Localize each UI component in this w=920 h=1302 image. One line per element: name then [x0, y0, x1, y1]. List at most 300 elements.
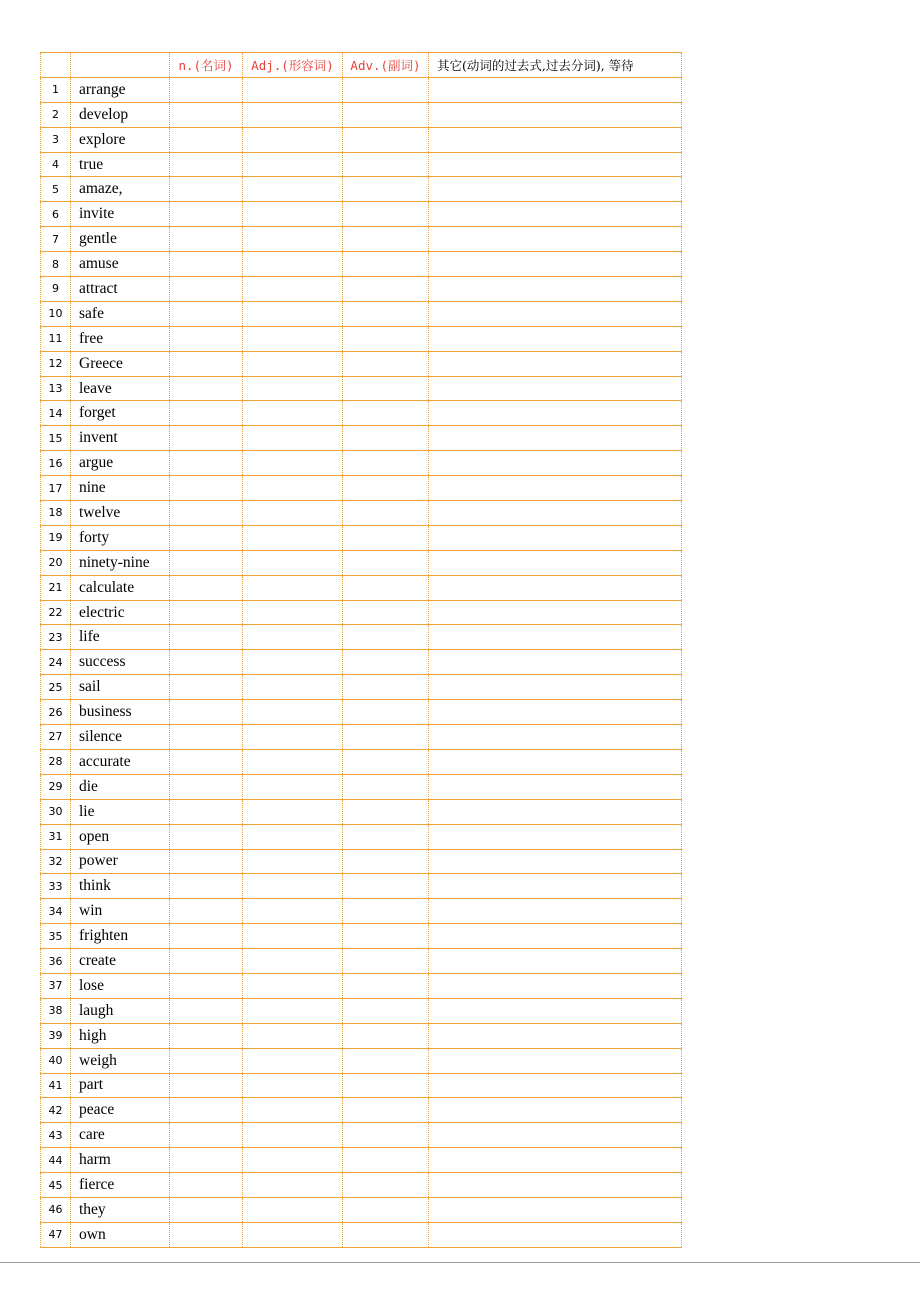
- row-adjective-cell[interactable]: [243, 874, 343, 899]
- row-noun-cell[interactable]: [170, 749, 243, 774]
- row-other-cell[interactable]: [429, 1123, 682, 1148]
- row-word: business: [71, 700, 170, 725]
- table-row: [41, 152, 682, 177]
- table-row: [41, 949, 682, 974]
- row-word: amuse: [71, 252, 170, 277]
- row-number: 34: [41, 899, 71, 924]
- table-row: [41, 451, 682, 476]
- row-number: 43: [41, 1123, 71, 1148]
- row-noun-cell[interactable]: [170, 476, 243, 501]
- row-adjective-cell[interactable]: [243, 575, 343, 600]
- row-number: 39: [41, 1023, 71, 1048]
- table-row: [41, 177, 682, 202]
- row-noun-cell[interactable]: [170, 326, 243, 351]
- row-word: argue: [71, 451, 170, 476]
- row-noun-cell[interactable]: [170, 899, 243, 924]
- table-row: [41, 77, 682, 102]
- row-adverb-cell[interactable]: [343, 525, 429, 550]
- row-adjective-cell[interactable]: [243, 973, 343, 998]
- table-row: [41, 1023, 682, 1048]
- row-adverb-cell[interactable]: [343, 550, 429, 575]
- row-adverb-cell[interactable]: [343, 1197, 429, 1222]
- row-adjective-cell[interactable]: [243, 376, 343, 401]
- row-noun-cell[interactable]: [170, 1148, 243, 1173]
- table-row: [41, 700, 682, 725]
- table-row: [41, 799, 682, 824]
- row-adjective-cell[interactable]: [243, 426, 343, 451]
- row-word: invent: [71, 426, 170, 451]
- row-number: 7: [41, 227, 71, 252]
- row-adverb-cell[interactable]: [343, 326, 429, 351]
- row-adverb-cell[interactable]: [343, 77, 429, 102]
- row-noun-cell[interactable]: [170, 874, 243, 899]
- row-adjective-cell[interactable]: [243, 77, 343, 102]
- table-row: [41, 227, 682, 252]
- row-number: 10: [41, 301, 71, 326]
- row-number: 26: [41, 700, 71, 725]
- row-word: high: [71, 1023, 170, 1048]
- row-number: 29: [41, 774, 71, 799]
- row-other-cell[interactable]: [429, 202, 682, 227]
- row-other-cell[interactable]: [429, 77, 682, 102]
- row-other-cell[interactable]: [429, 824, 682, 849]
- row-word: true: [71, 152, 170, 177]
- row-adverb-cell[interactable]: [343, 998, 429, 1023]
- row-noun-cell[interactable]: [170, 102, 243, 127]
- row-other-cell[interactable]: [429, 749, 682, 774]
- row-number: 42: [41, 1098, 71, 1123]
- row-adverb-cell[interactable]: [343, 650, 429, 675]
- row-noun-cell[interactable]: [170, 849, 243, 874]
- row-adverb-cell[interactable]: [343, 1222, 429, 1247]
- row-adjective-cell[interactable]: [243, 277, 343, 302]
- row-adverb-cell[interactable]: [343, 1048, 429, 1073]
- table-row: [41, 1123, 682, 1148]
- row-word: die: [71, 774, 170, 799]
- row-word: peace: [71, 1098, 170, 1123]
- row-other-cell[interactable]: [429, 874, 682, 899]
- row-word: harm: [71, 1148, 170, 1173]
- row-number: 28: [41, 749, 71, 774]
- row-other-cell[interactable]: [429, 550, 682, 575]
- row-adverb-cell[interactable]: [343, 102, 429, 127]
- row-adverb-cell[interactable]: [343, 351, 429, 376]
- row-word: care: [71, 1123, 170, 1148]
- row-noun-cell[interactable]: [170, 575, 243, 600]
- row-word: electric: [71, 600, 170, 625]
- row-adverb-cell[interactable]: [343, 301, 429, 326]
- row-number: 19: [41, 525, 71, 550]
- row-number: 45: [41, 1173, 71, 1198]
- row-adverb-cell[interactable]: [343, 675, 429, 700]
- row-adverb-cell[interactable]: [343, 152, 429, 177]
- row-other-cell[interactable]: [429, 725, 682, 750]
- row-adverb-cell[interactable]: [343, 252, 429, 277]
- table-row: [41, 874, 682, 899]
- row-noun-cell[interactable]: [170, 725, 243, 750]
- row-noun-cell[interactable]: [170, 1048, 243, 1073]
- row-number: 40: [41, 1048, 71, 1073]
- row-adjective-cell[interactable]: [243, 451, 343, 476]
- row-adjective-cell[interactable]: [243, 949, 343, 974]
- row-word: they: [71, 1197, 170, 1222]
- row-number: 8: [41, 252, 71, 277]
- row-noun-cell[interactable]: [170, 799, 243, 824]
- row-word: lie: [71, 799, 170, 824]
- table-row: [41, 625, 682, 650]
- row-adjective-cell[interactable]: [243, 725, 343, 750]
- row-adverb-cell[interactable]: [343, 1173, 429, 1198]
- table-row: [41, 1222, 682, 1247]
- row-adjective-cell[interactable]: [243, 924, 343, 949]
- table-row: [41, 774, 682, 799]
- row-adjective-cell[interactable]: [243, 1023, 343, 1048]
- row-word: free: [71, 326, 170, 351]
- header-noun: n.(名词): [170, 53, 243, 78]
- row-other-cell[interactable]: [429, 1173, 682, 1198]
- row-word: arrange: [71, 77, 170, 102]
- row-other-cell[interactable]: [429, 426, 682, 451]
- row-number: 35: [41, 924, 71, 949]
- row-adverb-cell[interactable]: [343, 1098, 429, 1123]
- row-adjective-cell[interactable]: [243, 749, 343, 774]
- row-adjective-cell[interactable]: [243, 401, 343, 426]
- row-number: 13: [41, 376, 71, 401]
- row-other-cell[interactable]: [429, 326, 682, 351]
- row-adjective-cell[interactable]: [243, 799, 343, 824]
- row-number: 16: [41, 451, 71, 476]
- row-adverb-cell[interactable]: [343, 177, 429, 202]
- table-row: [41, 749, 682, 774]
- row-noun-cell[interactable]: [170, 277, 243, 302]
- row-adjective-cell[interactable]: [243, 351, 343, 376]
- row-other-cell[interactable]: [429, 351, 682, 376]
- row-adjective-cell[interactable]: [243, 152, 343, 177]
- row-noun-cell[interactable]: [170, 202, 243, 227]
- row-word: gentle: [71, 227, 170, 252]
- table-row: [41, 1048, 682, 1073]
- row-other-cell[interactable]: [429, 924, 682, 949]
- row-adjective-cell[interactable]: [243, 550, 343, 575]
- row-adverb-cell[interactable]: [343, 924, 429, 949]
- row-other-cell[interactable]: [429, 1098, 682, 1123]
- header-num: [41, 53, 71, 78]
- table-row: [41, 376, 682, 401]
- row-other-cell[interactable]: [429, 998, 682, 1023]
- row-number: 30: [41, 799, 71, 824]
- row-noun-cell[interactable]: [170, 451, 243, 476]
- row-number: 25: [41, 675, 71, 700]
- row-other-cell[interactable]: [429, 1148, 682, 1173]
- row-word: twelve: [71, 501, 170, 526]
- row-number: 44: [41, 1148, 71, 1173]
- row-other-cell[interactable]: [429, 973, 682, 998]
- row-adjective-cell[interactable]: [243, 177, 343, 202]
- row-adverb-cell[interactable]: [343, 949, 429, 974]
- row-other-cell[interactable]: [429, 252, 682, 277]
- row-adverb-cell[interactable]: [343, 227, 429, 252]
- table-row: [41, 725, 682, 750]
- row-number: 32: [41, 849, 71, 874]
- row-noun-cell[interactable]: [170, 973, 243, 998]
- row-adverb-cell[interactable]: [343, 575, 429, 600]
- row-number: 15: [41, 426, 71, 451]
- row-other-cell[interactable]: [429, 177, 682, 202]
- word-forms-table: [40, 52, 682, 1248]
- row-adverb-cell[interactable]: [343, 1148, 429, 1173]
- word-forms-worksheet: [40, 52, 682, 1248]
- row-adverb-cell[interactable]: [343, 1073, 429, 1098]
- row-adjective-cell[interactable]: [243, 127, 343, 152]
- row-adjective-cell[interactable]: [243, 849, 343, 874]
- row-noun-cell[interactable]: [170, 227, 243, 252]
- row-other-cell[interactable]: [429, 525, 682, 550]
- row-noun-cell[interactable]: [170, 127, 243, 152]
- row-noun-cell[interactable]: [170, 824, 243, 849]
- row-other-cell[interactable]: [429, 625, 682, 650]
- row-word: sail: [71, 675, 170, 700]
- row-adverb-cell[interactable]: [343, 202, 429, 227]
- row-adverb-cell[interactable]: [343, 700, 429, 725]
- table-row: [41, 899, 682, 924]
- row-adjective-cell[interactable]: [243, 476, 343, 501]
- row-word: power: [71, 849, 170, 874]
- row-word: ninety-nine: [71, 550, 170, 575]
- row-other-cell[interactable]: [429, 774, 682, 799]
- row-other-cell[interactable]: [429, 899, 682, 924]
- row-noun-cell[interactable]: [170, 700, 243, 725]
- row-adjective-cell[interactable]: [243, 998, 343, 1023]
- row-word: forget: [71, 401, 170, 426]
- table-row: [41, 998, 682, 1023]
- row-word: calculate: [71, 575, 170, 600]
- row-other-cell[interactable]: [429, 376, 682, 401]
- row-other-cell[interactable]: [429, 650, 682, 675]
- row-other-cell[interactable]: [429, 799, 682, 824]
- row-word: fierce: [71, 1173, 170, 1198]
- table-row: [41, 102, 682, 127]
- table-row: [41, 550, 682, 575]
- row-adjective-cell[interactable]: [243, 774, 343, 799]
- row-word: develop: [71, 102, 170, 127]
- row-adverb-cell[interactable]: [343, 426, 429, 451]
- row-adverb-cell[interactable]: [343, 774, 429, 799]
- row-noun-cell[interactable]: [170, 401, 243, 426]
- row-word: accurate: [71, 749, 170, 774]
- row-adverb-cell[interactable]: [343, 277, 429, 302]
- row-noun-cell[interactable]: [170, 1197, 243, 1222]
- row-noun-cell[interactable]: [170, 998, 243, 1023]
- table-row: [41, 1073, 682, 1098]
- row-other-cell[interactable]: [429, 501, 682, 526]
- row-noun-cell[interactable]: [170, 426, 243, 451]
- row-other-cell[interactable]: [429, 102, 682, 127]
- row-other-cell[interactable]: [429, 700, 682, 725]
- row-adjective-cell[interactable]: [243, 202, 343, 227]
- row-adjective-cell[interactable]: [243, 625, 343, 650]
- row-other-cell[interactable]: [429, 301, 682, 326]
- row-adverb-cell[interactable]: [343, 476, 429, 501]
- row-word: create: [71, 949, 170, 974]
- row-noun-cell[interactable]: [170, 924, 243, 949]
- row-adjective-cell[interactable]: [243, 1197, 343, 1222]
- row-number: 5: [41, 177, 71, 202]
- row-number: 33: [41, 874, 71, 899]
- row-adjective-cell[interactable]: [243, 1048, 343, 1073]
- table-row: [41, 252, 682, 277]
- row-noun-cell[interactable]: [170, 525, 243, 550]
- row-noun-cell[interactable]: [170, 1073, 243, 1098]
- row-other-cell[interactable]: [429, 1048, 682, 1073]
- row-noun-cell[interactable]: [170, 625, 243, 650]
- row-noun-cell[interactable]: [170, 1123, 243, 1148]
- row-adjective-cell[interactable]: [243, 525, 343, 550]
- row-adverb-cell[interactable]: [343, 501, 429, 526]
- row-other-cell[interactable]: [429, 675, 682, 700]
- row-word: weigh: [71, 1048, 170, 1073]
- row-adjective-cell[interactable]: [243, 600, 343, 625]
- row-number: 41: [41, 1073, 71, 1098]
- row-adjective-cell[interactable]: [243, 501, 343, 526]
- row-other-cell[interactable]: [429, 600, 682, 625]
- row-other-cell[interactable]: [429, 949, 682, 974]
- row-word: leave: [71, 376, 170, 401]
- row-other-cell[interactable]: [429, 575, 682, 600]
- row-adverb-cell[interactable]: [343, 600, 429, 625]
- row-noun-cell[interactable]: [170, 1173, 243, 1198]
- row-adjective-cell[interactable]: [243, 700, 343, 725]
- row-noun-cell[interactable]: [170, 501, 243, 526]
- row-adverb-cell[interactable]: [343, 799, 429, 824]
- row-noun-cell[interactable]: [170, 949, 243, 974]
- row-adverb-cell[interactable]: [343, 824, 429, 849]
- row-adjective-cell[interactable]: [243, 675, 343, 700]
- row-other-cell[interactable]: [429, 476, 682, 501]
- row-adjective-cell[interactable]: [243, 1123, 343, 1148]
- row-noun-cell[interactable]: [170, 301, 243, 326]
- row-number: 46: [41, 1197, 71, 1222]
- table-row: [41, 824, 682, 849]
- table-row: [41, 326, 682, 351]
- row-number: 24: [41, 650, 71, 675]
- row-adverb-cell[interactable]: [343, 849, 429, 874]
- table-row: [41, 1148, 682, 1173]
- row-adjective-cell[interactable]: [243, 1148, 343, 1173]
- row-adverb-cell[interactable]: [343, 1123, 429, 1148]
- row-other-cell[interactable]: [429, 1073, 682, 1098]
- row-noun-cell[interactable]: [170, 600, 243, 625]
- row-adjective-cell[interactable]: [243, 1173, 343, 1198]
- row-other-cell[interactable]: [429, 1222, 682, 1247]
- row-noun-cell[interactable]: [170, 252, 243, 277]
- row-adjective-cell[interactable]: [243, 1098, 343, 1123]
- row-noun-cell[interactable]: [170, 152, 243, 177]
- row-adverb-cell[interactable]: [343, 899, 429, 924]
- row-word: own: [71, 1222, 170, 1247]
- row-adjective-cell[interactable]: [243, 102, 343, 127]
- row-noun-cell[interactable]: [170, 650, 243, 675]
- row-number: 1: [41, 77, 71, 102]
- table-row: [41, 1173, 682, 1198]
- row-word: explore: [71, 127, 170, 152]
- header-row: [41, 53, 682, 78]
- row-other-cell[interactable]: [429, 127, 682, 152]
- row-adverb-cell[interactable]: [343, 376, 429, 401]
- row-noun-cell[interactable]: [170, 1098, 243, 1123]
- row-adverb-cell[interactable]: [343, 725, 429, 750]
- row-word: success: [71, 650, 170, 675]
- row-adverb-cell[interactable]: [343, 1023, 429, 1048]
- header-word: [71, 53, 170, 78]
- row-word: forty: [71, 525, 170, 550]
- row-number: 36: [41, 949, 71, 974]
- table-row: [41, 675, 682, 700]
- row-adjective-cell[interactable]: [243, 650, 343, 675]
- row-noun-cell[interactable]: [170, 550, 243, 575]
- table-row: [41, 351, 682, 376]
- row-adjective-cell[interactable]: [243, 899, 343, 924]
- row-noun-cell[interactable]: [170, 1222, 243, 1247]
- table-body: [41, 53, 682, 1248]
- row-word: silence: [71, 725, 170, 750]
- row-adjective-cell[interactable]: [243, 326, 343, 351]
- row-adjective-cell[interactable]: [243, 252, 343, 277]
- table-row: [41, 575, 682, 600]
- row-number: 20: [41, 550, 71, 575]
- row-other-cell[interactable]: [429, 451, 682, 476]
- row-adjective-cell[interactable]: [243, 1073, 343, 1098]
- row-number: 47: [41, 1222, 71, 1247]
- row-other-cell[interactable]: [429, 1023, 682, 1048]
- row-adverb-cell[interactable]: [343, 127, 429, 152]
- row-adjective-cell[interactable]: [243, 824, 343, 849]
- row-noun-cell[interactable]: [170, 77, 243, 102]
- row-noun-cell[interactable]: [170, 774, 243, 799]
- row-adverb-cell[interactable]: [343, 451, 429, 476]
- row-word: nine: [71, 476, 170, 501]
- row-adjective-cell[interactable]: [243, 1222, 343, 1247]
- row-noun-cell[interactable]: [170, 675, 243, 700]
- row-adverb-cell[interactable]: [343, 749, 429, 774]
- row-noun-cell[interactable]: [170, 376, 243, 401]
- row-other-cell[interactable]: [429, 401, 682, 426]
- row-word: Greece: [71, 351, 170, 376]
- row-noun-cell[interactable]: [170, 177, 243, 202]
- row-other-cell[interactable]: [429, 1197, 682, 1222]
- row-other-cell[interactable]: [429, 152, 682, 177]
- row-other-cell[interactable]: [429, 849, 682, 874]
- table-row: [41, 650, 682, 675]
- row-adverb-cell[interactable]: [343, 401, 429, 426]
- page-bottom-rule: [0, 1262, 920, 1263]
- row-other-cell[interactable]: [429, 227, 682, 252]
- row-number: 17: [41, 476, 71, 501]
- table-row: [41, 924, 682, 949]
- row-noun-cell[interactable]: [170, 351, 243, 376]
- row-adverb-cell[interactable]: [343, 973, 429, 998]
- row-adjective-cell[interactable]: [243, 227, 343, 252]
- table-row: [41, 202, 682, 227]
- row-adverb-cell[interactable]: [343, 874, 429, 899]
- row-number: 38: [41, 998, 71, 1023]
- row-number: 27: [41, 725, 71, 750]
- row-noun-cell[interactable]: [170, 1023, 243, 1048]
- row-adverb-cell[interactable]: [343, 625, 429, 650]
- row-adjective-cell[interactable]: [243, 301, 343, 326]
- row-word: open: [71, 824, 170, 849]
- table-row: [41, 1098, 682, 1123]
- row-other-cell[interactable]: [429, 277, 682, 302]
